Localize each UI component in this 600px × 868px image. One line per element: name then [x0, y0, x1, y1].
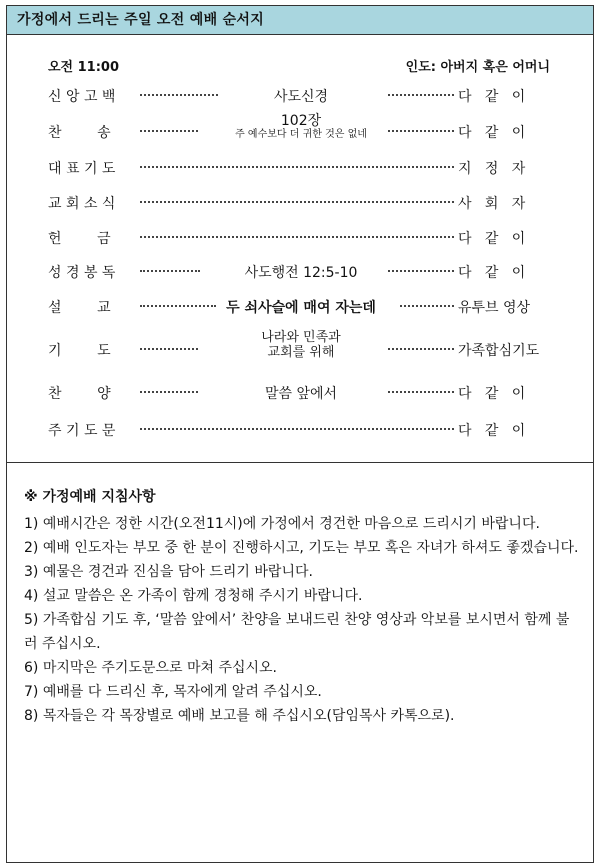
order-row [48, 154, 552, 178]
leader-dots [388, 94, 454, 96]
order-label: 찬 송 [48, 125, 111, 141]
order-label: 설 교 [48, 300, 111, 316]
order-performer: 다 같 이 [458, 89, 526, 105]
leader-dots [140, 270, 200, 272]
order-row [48, 258, 552, 282]
guideline-item: 4) 설교 말씀은 온 가족이 함께 경청해 주시기 바랍니다. [24, 588, 363, 604]
order-label: 기 도 [48, 343, 111, 359]
leader-dots [140, 130, 198, 132]
hymn-number: 102장 [280, 113, 322, 129]
order-performer: 유투브 영상 [458, 300, 531, 316]
order-performer: 다 같 이 [458, 265, 526, 281]
prayer-topic-line1: 나라와 민족과 [261, 330, 341, 345]
hymn-title: 주 예수보다 더 귀한 것은 없네 [235, 129, 367, 140]
order-performer: 다 같 이 [458, 386, 526, 402]
guideline-item: 3) 예물은 경건과 진심을 담아 드리기 바랍니다. [24, 564, 313, 580]
guideline-item: 6) 마지막은 주기도문으로 마쳐 주십시오. [24, 660, 278, 676]
order-row [48, 293, 552, 317]
guidelines-title: ※ 가정예배 지침사항 [24, 489, 156, 505]
order-performer: 가족합심기도 [458, 343, 540, 359]
order-row [48, 330, 552, 360]
guidelines-list [24, 512, 579, 728]
order-content: 사도신경 [273, 89, 329, 105]
order-row [48, 224, 552, 248]
order-row [48, 189, 552, 213]
order-label: 교 회 소 식 [48, 196, 116, 212]
leader-dots [140, 348, 198, 350]
leader-dots [140, 428, 454, 430]
order-label: 주 기 도 문 [48, 423, 116, 439]
order-performer: 다 같 이 [458, 125, 526, 141]
order-label: 헌 금 [48, 231, 111, 247]
order-label: 찬 양 [48, 386, 111, 402]
leader-dots [388, 270, 454, 272]
leader-dots [140, 166, 454, 168]
order-row [48, 82, 552, 106]
service-leader: 인도: 아버지 혹은 어머니 [405, 60, 550, 75]
order-content: 사도행전 12:5-10 [244, 265, 358, 281]
service-time: 오전 11:00 [48, 60, 120, 75]
order-row [48, 113, 552, 142]
prayer-topic-line2: 교회를 위해 [267, 345, 335, 360]
order-performer: 다 같 이 [458, 231, 526, 247]
order-performer: 지 정 자 [458, 161, 526, 177]
leader-dots [140, 391, 198, 393]
leader-dots [400, 305, 454, 307]
leader-dots [388, 130, 454, 132]
order-content [206, 330, 396, 360]
leader-dots [388, 348, 454, 350]
order-row [48, 416, 552, 440]
order-performer: 다 같 이 [458, 423, 526, 439]
order-performer: 사 회 자 [458, 196, 526, 212]
leader-dots [388, 391, 454, 393]
order-label: 신 앙 고 백 [48, 89, 116, 105]
order-row [48, 379, 552, 403]
guideline-item: 8) 목자들은 각 목장별로 예배 보고를 해 주십시오(담임목사 카톡으로). [24, 708, 455, 724]
guideline-item: 1) 예배시간은 정한 시간(오전11시)에 가정에서 경건한 마음으로 드리시기 바랍니다. [24, 516, 540, 532]
guideline-item: 2) 예배 인도자는 부모 중 한 분이 진행하시고, 기도는 부모 혹은 자녀가 하셔도 좋겠습니다. [24, 540, 579, 556]
page-title: 가정에서 드리는 주일 오전 예배 순서지 [6, 5, 594, 35]
guideline-item: 5) 가족합심 기도 후, ‘말씀 앞에서’ 찬양을 보내드린 찬양 영상과 악보를 보시면서 함께 불러 주십시오. [24, 612, 570, 652]
order-label: 성 경 봉 독 [48, 265, 116, 281]
guideline-item: 7) 예배를 다 드리신 후, 목자에게 알려 주십시오. [24, 684, 322, 700]
section-divider [6, 462, 594, 463]
order-label: 대 표 기 도 [48, 161, 116, 177]
order-content: 말씀 앞에서 [264, 386, 338, 402]
sermon-title: 두 쇠사슬에 매여 자는데 [226, 300, 376, 316]
leader-dots [140, 236, 454, 238]
leader-dots [140, 201, 454, 203]
order-content [206, 114, 396, 141]
